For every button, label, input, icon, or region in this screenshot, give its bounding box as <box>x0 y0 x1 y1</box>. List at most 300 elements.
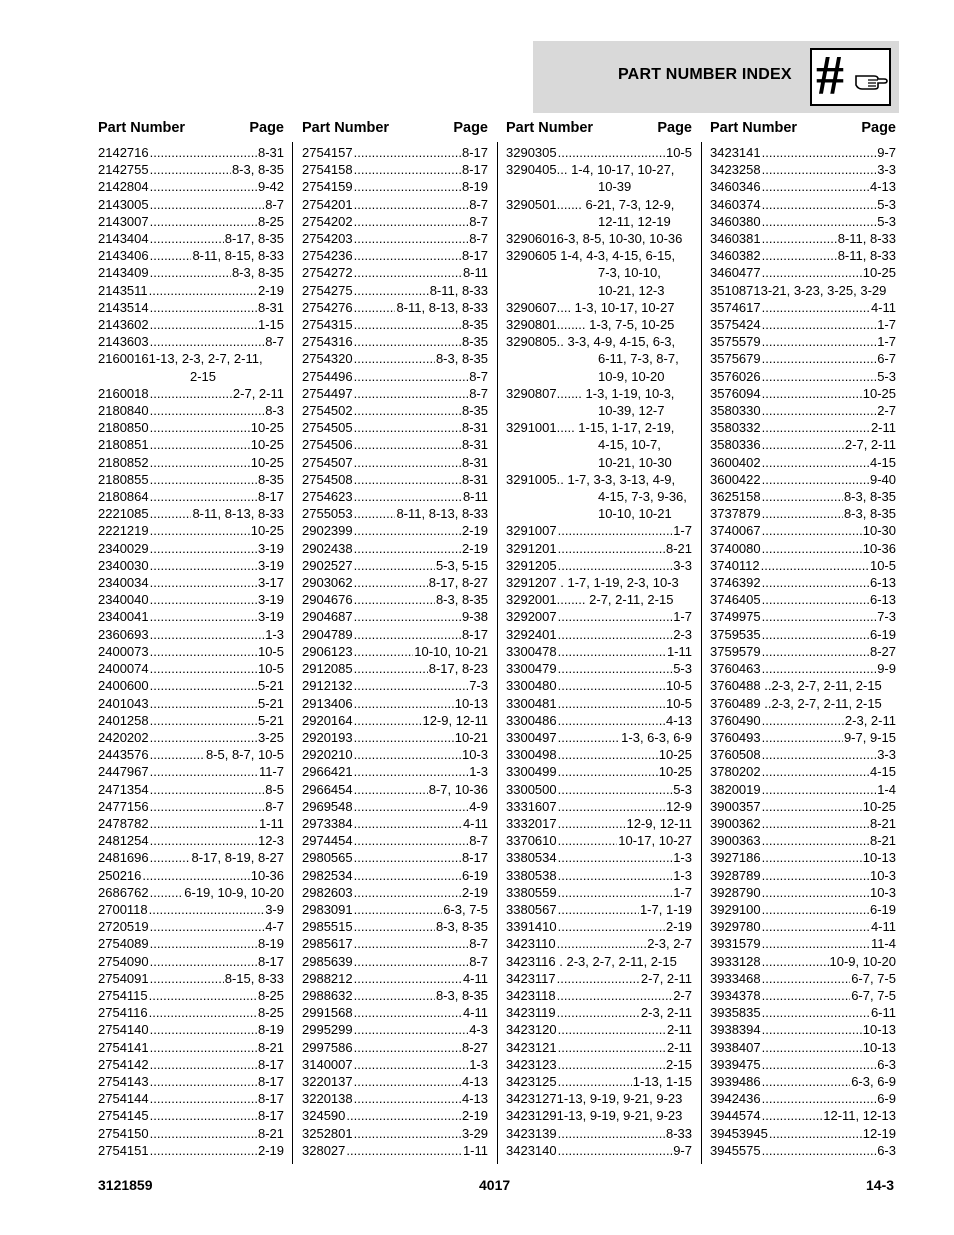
index-entry-row <box>506 557 692 574</box>
index-entry-row <box>506 695 692 712</box>
index-entry <box>98 660 284 677</box>
index-entry <box>302 608 488 625</box>
dot-leader <box>762 299 870 316</box>
dot-leader <box>762 1021 862 1038</box>
page-reference: 3-19 <box>257 557 284 573</box>
index-entry-row <box>302 867 488 884</box>
index-entry <box>710 1039 896 1056</box>
page-reference: 10-13 <box>862 850 896 866</box>
index-entry <box>302 196 488 213</box>
index-entry <box>302 815 488 832</box>
dot-leader <box>762 161 877 178</box>
page-reference: 1-11 <box>462 1142 488 1158</box>
page-reference: 1-11 <box>258 815 284 831</box>
index-entry-row <box>710 660 896 677</box>
page-reference: 2-19 <box>461 1108 488 1124</box>
part-number: 2920164 <box>302 712 353 728</box>
page-reference: 10-25 <box>250 454 284 470</box>
dot-leader <box>762 763 869 780</box>
index-entry <box>710 522 896 539</box>
page-reference: 10-25 <box>658 747 692 763</box>
index-entry <box>710 798 896 815</box>
index-entry <box>302 626 488 643</box>
index-column-3 <box>506 120 692 1158</box>
dot-leader <box>558 832 618 849</box>
dot-leader <box>762 247 837 264</box>
dot-leader <box>354 471 461 488</box>
index-entry-row <box>710 935 896 952</box>
index-entry <box>98 918 284 935</box>
part-number: 2160018 <box>98 385 149 401</box>
dot-leader <box>762 815 869 832</box>
part-number: 2966421 <box>302 764 353 780</box>
part-number: 2754502 <box>302 403 353 419</box>
index-entry <box>710 230 896 247</box>
index-entry-row <box>710 247 896 264</box>
part-number: 2754506 <box>302 437 353 453</box>
page-reference: 8-21 <box>257 1039 284 1055</box>
index-entry <box>98 161 284 178</box>
page-reference: 8-21 <box>665 540 692 556</box>
page-reference: 10-25 <box>862 265 896 281</box>
part-number: 3423110 <box>506 936 556 952</box>
index-entry-row <box>506 144 692 161</box>
part-number: 2920210 <box>302 747 353 763</box>
dot-leader <box>150 161 231 178</box>
page-reference: 8-25 <box>257 213 284 229</box>
page-reference: 8-17 <box>257 1108 284 1124</box>
part-number: 2720519 <box>98 919 149 935</box>
index-entry-row <box>710 591 896 608</box>
part-number: 324590 <box>302 1108 346 1124</box>
part-number: 2420202 <box>98 729 149 745</box>
index-entry-row <box>98 677 284 694</box>
page-reference: 4-13 <box>461 1073 488 1089</box>
index-entry-row <box>98 540 284 557</box>
column-header <box>710 120 896 144</box>
part-number: 3600422 <box>710 471 761 487</box>
page-reference: 8-17 <box>257 1091 284 1107</box>
dot-leader <box>150 247 192 264</box>
part-number: 2754142 <box>98 1056 149 1072</box>
dot-leader <box>762 454 869 471</box>
index-entry <box>506 1039 692 1056</box>
index-entry-row <box>710 454 896 471</box>
part-number: 2160016 <box>98 351 149 367</box>
dot-leader <box>150 1039 257 1056</box>
part-number: 2754315 <box>302 317 353 333</box>
page-reference: 1-13, 1-15 <box>632 1073 692 1089</box>
dot-leader <box>762 798 862 815</box>
entry-list <box>98 144 284 1159</box>
page-reference: 12-3 <box>257 833 284 849</box>
index-entry <box>710 695 896 712</box>
dot-leader <box>558 729 621 746</box>
part-number: 2221085 <box>98 506 149 522</box>
index-entry-row <box>710 1039 896 1056</box>
index-entry <box>98 540 284 557</box>
dot-leader <box>150 677 257 694</box>
index-entry-row <box>506 832 692 849</box>
page-reference-continued: 10-10, 10-21 <box>598 506 672 522</box>
page-reference: 8-5 <box>265 781 284 797</box>
dot-leader <box>354 419 461 436</box>
part-number: 2443576 <box>98 747 149 763</box>
index-entry-row <box>302 987 488 1004</box>
index-entry-row <box>710 832 896 849</box>
index-entry-row <box>710 144 896 161</box>
index-entry-row <box>302 1073 488 1090</box>
index-entry <box>710 1125 896 1142</box>
index-entry-row <box>506 1073 692 1090</box>
index-entry <box>302 1125 488 1142</box>
index-entry-row <box>506 591 692 608</box>
dot-leader <box>762 987 851 1004</box>
page-reference: 10-21 <box>454 729 488 745</box>
index-entry <box>710 471 896 488</box>
index-entry-row <box>710 987 896 1004</box>
index-entry <box>98 1107 284 1124</box>
index-entry-row <box>710 385 896 402</box>
index-entry-row <box>506 677 692 694</box>
part-number: 2754116 <box>98 1005 148 1021</box>
index-entry <box>710 901 896 918</box>
page-reference: 8-35 <box>257 471 284 487</box>
index-entry-row <box>302 591 488 608</box>
index-entry-row <box>302 333 488 350</box>
page-reference: 11-4 <box>870 936 896 952</box>
index-entry <box>302 884 488 901</box>
dot-leader <box>354 608 461 625</box>
index-entry <box>710 953 896 970</box>
index-entry-row <box>710 626 896 643</box>
index-entry-row <box>98 935 284 952</box>
page-reference: 8-19 <box>257 1022 284 1038</box>
part-number: 3300481 <box>506 695 557 711</box>
index-entry <box>506 677 692 694</box>
dot-leader <box>558 522 673 539</box>
page-reference: 9-7 <box>877 145 896 160</box>
page-heading: Page <box>249 120 284 136</box>
part-number: 3300498 <box>506 747 557 763</box>
page-reference-continued: 10-21, 12-3 <box>598 282 665 298</box>
dot-leader <box>557 935 647 952</box>
index-entry-row <box>302 299 488 316</box>
index-entry-row <box>302 1056 488 1073</box>
dot-leader <box>354 1056 469 1073</box>
page-reference: 8-35 <box>461 403 488 419</box>
index-entry-row <box>506 385 692 402</box>
index-entry <box>302 935 488 952</box>
page-reference: 8-7 <box>469 936 488 952</box>
column-divider <box>701 142 702 1164</box>
page-reference-continued: 10-21, 10-30 <box>598 454 672 470</box>
index-entry <box>506 987 692 1004</box>
part-number: 2754505 <box>302 420 353 436</box>
dot-leader <box>762 970 851 987</box>
dot-leader <box>354 763 469 780</box>
index-entry <box>302 1039 488 1056</box>
index-entry <box>710 196 896 213</box>
part-number: 3746405 <box>710 592 761 608</box>
index-entry <box>506 781 692 798</box>
dot-leader <box>346 1107 461 1124</box>
index-entry <box>710 1073 896 1090</box>
part-number: 2143404 <box>98 231 149 247</box>
dot-leader <box>762 368 877 385</box>
index-entry-row <box>98 970 284 987</box>
page-reference: 2-3 <box>673 626 692 642</box>
index-entry-row <box>710 540 896 557</box>
part-number: 2180850 <box>98 420 149 436</box>
index-entry-row <box>98 333 284 350</box>
dot-leader <box>557 987 673 1004</box>
dot-leader <box>558 1021 666 1038</box>
dot-leader <box>762 144 877 161</box>
index-entry <box>98 505 284 522</box>
page-reference: 1-7, 1-19 <box>639 901 692 917</box>
dot-leader <box>150 608 257 625</box>
index-entry-row <box>98 867 284 884</box>
dot-leader <box>150 849 191 866</box>
part-number: 3290607 <box>506 299 557 315</box>
index-entry <box>506 591 692 608</box>
page-reference: 8-17 <box>257 953 284 969</box>
index-entry <box>302 385 488 402</box>
part-number: 3290305 <box>506 145 557 160</box>
page-reference: 4-13 <box>869 179 896 195</box>
dot-leader <box>762 660 877 677</box>
index-entry-row <box>506 763 692 780</box>
index-entry <box>710 815 896 832</box>
index-entry-row <box>98 901 284 918</box>
index-entry <box>710 1004 896 1021</box>
index-entry <box>302 591 488 608</box>
index-entry <box>302 763 488 780</box>
index-entry <box>506 608 692 625</box>
part-number: 2985515 <box>302 919 353 935</box>
part-number: 2401258 <box>98 712 149 728</box>
page-reference: .... 1-3, 10-17, 10-27 <box>556 299 675 315</box>
index-entry-row <box>710 161 896 178</box>
page-reference-continued: 7-3, 10-10, <box>598 265 661 281</box>
page-reference: 4-9 <box>469 798 488 814</box>
index-entry <box>98 608 284 625</box>
index-entry <box>710 729 896 746</box>
index-entry-row <box>710 643 896 660</box>
index-entry <box>302 849 488 866</box>
part-number: 3423116 <box>506 953 556 969</box>
dot-leader <box>558 1056 665 1073</box>
dot-leader <box>354 1090 461 1107</box>
page-reference: 10-5 <box>665 145 692 160</box>
part-number: 3780202 <box>710 764 761 780</box>
index-entry <box>506 419 692 471</box>
index-entry-row <box>98 574 284 591</box>
index-entry-row <box>710 815 896 832</box>
page-reference: 1-7 <box>877 334 896 350</box>
page-reference: 5-3 <box>877 196 896 212</box>
part-number: 3740080 <box>710 540 761 556</box>
part-number: 2754089 <box>98 936 149 952</box>
part-number: 3740112 <box>710 557 760 573</box>
page-reference: 8-31 <box>461 437 488 453</box>
index-entry <box>710 849 896 866</box>
page-reference: 8-17 <box>461 162 488 178</box>
index-entry <box>98 1056 284 1073</box>
index-entry <box>506 832 692 849</box>
index-entry <box>710 987 896 1004</box>
page-reference: 6-19 <box>869 901 896 917</box>
part-number: 3290605 <box>506 248 557 264</box>
index-entry-row <box>506 1039 692 1056</box>
page-reference: 8-21 <box>869 833 896 849</box>
page-reference: 1-3 <box>469 764 488 780</box>
part-number: 2700118 <box>98 901 148 917</box>
page-reference: 2-19 <box>461 884 488 900</box>
index-entry-row <box>710 849 896 866</box>
page-reference: 4-11 <box>462 970 488 986</box>
part-number: 2754496 <box>302 368 353 384</box>
page-reference: 8-7 <box>469 196 488 212</box>
index-entry <box>710 368 896 385</box>
dot-leader <box>354 798 469 815</box>
index-entry-row <box>302 798 488 815</box>
index-entry <box>710 626 896 643</box>
index-entry <box>98 1004 284 1021</box>
index-entry-row <box>302 935 488 952</box>
index-entry-row <box>98 385 284 402</box>
part-number: 34231271 <box>506 1091 564 1107</box>
page-reference: 10-3 <box>461 747 488 763</box>
dot-leader <box>150 781 265 798</box>
part-number: 3575579 <box>710 334 761 350</box>
index-entry-row <box>506 884 692 901</box>
part-number: 2988632 <box>302 987 353 1003</box>
index-entry-row <box>506 746 692 763</box>
index-entry-row <box>302 729 488 746</box>
part-number: 39453945 <box>710 1125 768 1141</box>
part-number: 3423119 <box>506 1005 556 1021</box>
part-number: 2180864 <box>98 489 149 505</box>
index-entry-row <box>710 574 896 591</box>
part-number: 2447967 <box>98 764 149 780</box>
page-heading: Page <box>453 120 488 136</box>
part-number: 3576026 <box>710 368 761 384</box>
index-entry-row <box>506 1090 692 1107</box>
page-reference: 10-25 <box>658 764 692 780</box>
index-entry-row <box>506 643 692 660</box>
part-number: 2997586 <box>302 1039 353 1055</box>
part-number: 2360693 <box>98 626 149 642</box>
part-number: 3460380 <box>710 213 761 229</box>
column-header <box>506 120 692 144</box>
index-entry-row <box>302 918 488 935</box>
part-number: 2478782 <box>98 815 149 831</box>
index-entry-row <box>506 660 692 677</box>
page-reference: 10-13 <box>862 1022 896 1038</box>
index-entry-row <box>710 488 896 505</box>
index-entry-row <box>302 316 488 333</box>
page-reference: 10-3 <box>869 884 896 900</box>
index-entry-row <box>710 763 896 780</box>
index-entry <box>506 333 692 385</box>
index-entry-row <box>98 591 284 608</box>
part-number: 2906123 <box>302 643 353 659</box>
index-entry <box>98 867 284 884</box>
index-entry-row <box>506 815 692 832</box>
index-entry-row <box>98 1090 284 1107</box>
index-entry-row <box>98 643 284 660</box>
page-reference: 9-7, 9-15 <box>843 729 896 745</box>
index-entry <box>302 299 488 316</box>
index-entry-row <box>302 247 488 264</box>
index-entry <box>302 402 488 419</box>
dot-leader <box>150 557 257 574</box>
dot-leader <box>762 781 877 798</box>
page-reference: 3-17 <box>257 575 284 591</box>
index-entry <box>98 454 284 471</box>
page-reference: 10-25 <box>862 798 896 814</box>
page-reference: 8-7 <box>469 368 488 384</box>
index-entry-row <box>302 471 488 488</box>
column-header <box>302 120 488 144</box>
index-entry <box>506 247 692 299</box>
page-reference: 3-25 <box>257 729 284 745</box>
entry-list <box>302 144 488 1159</box>
index-entry <box>710 574 896 591</box>
page-reference: ........ 1-3, 7-5, 10-25 <box>556 317 675 333</box>
index-entry-row <box>98 454 284 471</box>
page-reference: 2-7, 2-11 <box>232 385 284 401</box>
dot-leader <box>558 608 673 625</box>
page-reference: 8-17 <box>461 626 488 642</box>
part-number: 3575424 <box>710 317 761 333</box>
dot-leader <box>150 385 232 402</box>
dot-leader <box>354 815 462 832</box>
page-reference: 3-3 <box>673 557 692 573</box>
dot-leader <box>150 1142 257 1159</box>
page-reference: 8-3, 8-35 <box>435 592 488 608</box>
index-entry <box>710 832 896 849</box>
part-number: 3380559 <box>506 884 557 900</box>
index-entry-row <box>302 213 488 230</box>
page-reference: 4-7 <box>265 919 284 935</box>
index-entry <box>710 454 896 471</box>
dot-leader <box>354 712 422 729</box>
dot-leader <box>354 918 435 935</box>
index-entry-row <box>506 712 692 729</box>
index-entry <box>302 1090 488 1107</box>
index-entry-row <box>710 884 896 901</box>
page-reference: -13, 9-19, 9-21, 9-23 <box>563 1108 683 1124</box>
dot-leader <box>150 695 257 712</box>
index-entry-row <box>506 1142 692 1159</box>
index-entry-row <box>710 282 896 299</box>
index-entry <box>98 746 284 763</box>
index-entry-row <box>302 161 488 178</box>
part-number: 2754497 <box>302 385 353 401</box>
page-reference: 2-19 <box>461 540 488 556</box>
page-reference: 8-17, 8-23 <box>428 661 488 677</box>
page-reference: 4-13 <box>665 712 692 728</box>
page-reference: 10-5 <box>665 678 692 694</box>
index-entry <box>710 1021 896 1038</box>
index-entry-row <box>302 436 488 453</box>
page-reference: .. 1-7, 3-3, 3-13, 4-9, <box>556 471 676 487</box>
part-number: 2143007 <box>98 213 149 229</box>
index-entry <box>302 419 488 436</box>
